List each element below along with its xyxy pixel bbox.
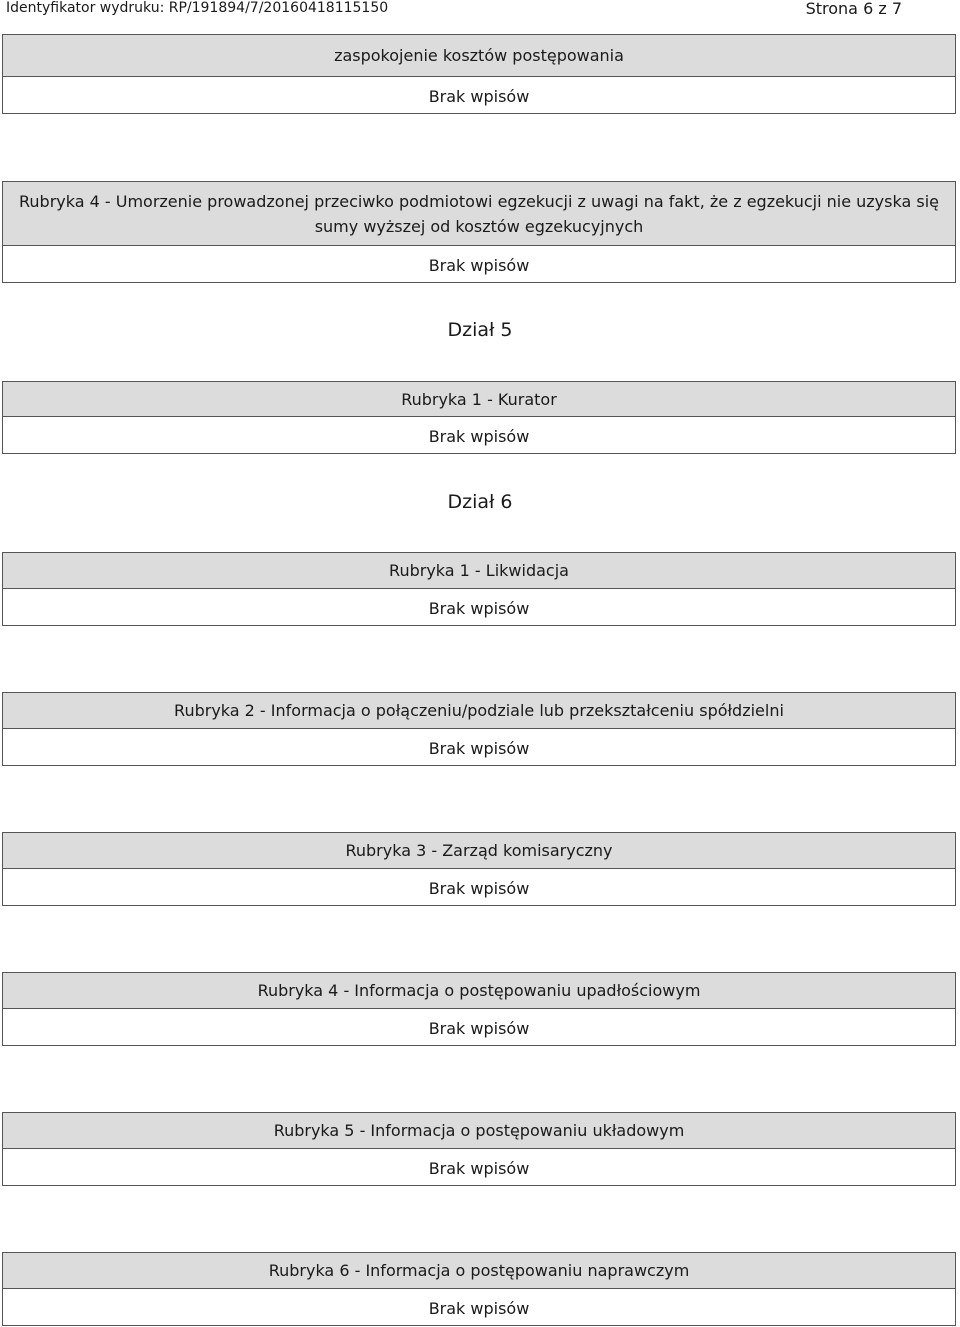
section-heading: zaspokojenie kosztów postępowania [2,34,956,77]
section-value: Brak wpisów [2,1289,956,1326]
section-value: Brak wpisów [2,729,956,766]
section-value: Brak wpisów [2,589,956,626]
section-value: Brak wpisów [2,1149,956,1186]
dzial-title: Dział 5 [447,319,513,341]
section-heading: Rubryka 5 - Informacja o postępowaniu układowym [2,1112,956,1149]
section-value: Brak wpisów [2,417,956,454]
section-heading: Rubryka 1 - Likwidacja [2,552,956,589]
section-heading: Rubryka 2 - Informacja o połączeniu/podziale lub przekształceniu spółdzielni [2,692,956,729]
dzial-title: Dział 6 [447,491,513,513]
section-value: Brak wpisów [2,246,956,283]
section-heading: Rubryka 3 - Zarząd komisaryczny [2,832,956,869]
page-number: Strona 6 z 7 [805,0,902,18]
section-value: Brak wpisów [2,1009,956,1046]
section-heading: Rubryka 1 - Kurator [2,381,956,417]
heading-line: sumy wyższej od kosztów egzekucyjnych [314,216,644,236]
section-heading: Rubryka 4 - Informacja o postępowaniu upadłościowym [2,972,956,1009]
heading-line: Rubryka 4 - Umorzenie prowadzonej przeciwko podmiotowi egzekucji z uwagi na fakt, że z egzekucji nie uzyska się [19,191,939,211]
section-value: Brak wpisów [2,77,956,114]
print-identifier: Identyfikator wydruku: RP/191894/7/20160418115150 [6,0,389,16]
section-value: Brak wpisów [2,869,956,906]
section-heading [2,181,956,246]
section-heading: Rubryka 6 - Informacja o postępowaniu naprawczym [2,1252,956,1289]
